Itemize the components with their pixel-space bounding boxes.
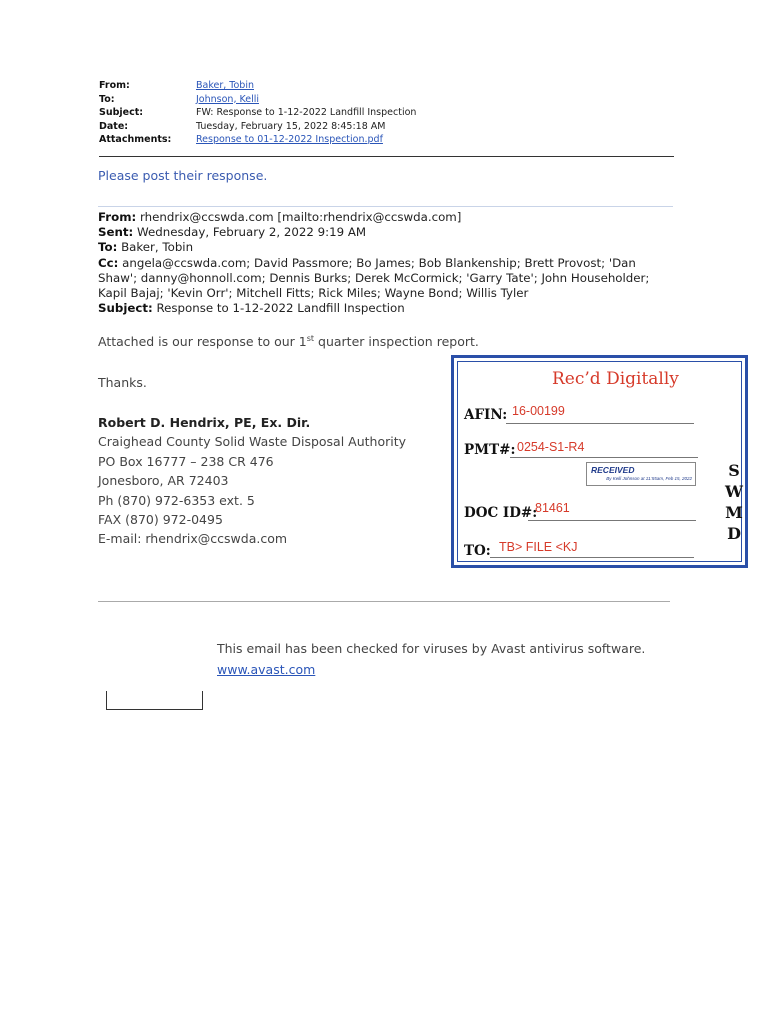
attachments-label: Attachments: xyxy=(99,134,172,145)
swmd-letter: D xyxy=(727,524,741,543)
header-from-row xyxy=(99,79,416,93)
header-subject-row xyxy=(99,106,416,120)
received-stamp xyxy=(451,355,748,568)
pmt-underline xyxy=(510,457,698,458)
from-label: From: xyxy=(99,80,130,91)
orig-subject-value: Response to 1-12-2022 Landfill Inspection xyxy=(156,301,405,316)
orig-subject-row xyxy=(98,301,678,316)
orig-to-row xyxy=(98,240,678,255)
docid-label: DOC ID#: xyxy=(464,505,538,521)
orig-from-label: From: xyxy=(98,210,137,224)
pmt-label: PMT#: xyxy=(464,442,516,458)
email-header xyxy=(99,79,416,147)
orig-sent-value: Wednesday, February 2, 2022 9:19 AM xyxy=(137,225,367,240)
to-link[interactable]: Johnson, Kelli xyxy=(196,93,259,105)
forward-divider xyxy=(98,206,673,207)
empty-box xyxy=(106,691,203,710)
signature-fax: FAX (870) 972-0495 xyxy=(98,512,223,528)
header-date-row xyxy=(99,120,416,134)
header-attachments-row xyxy=(99,133,416,147)
received-badge xyxy=(586,462,696,486)
thanks-text: Thanks. xyxy=(98,375,147,390)
forward-note: Please post their response. xyxy=(98,168,268,183)
stamp-inner-border xyxy=(457,361,742,562)
afin-value: 16-00199 xyxy=(512,404,565,418)
to-stamp-underline xyxy=(490,557,694,558)
signature-address1: PO Box 16777 – 238 CR 476 xyxy=(98,453,274,469)
attached-pre: Attached is our response to our 1 xyxy=(98,334,307,350)
to-stamp-label: TO: xyxy=(464,543,491,559)
avast-notice: This email has been checked for viruses by Avast antivirus software. xyxy=(217,641,646,656)
afin-label: AFIN: xyxy=(464,407,508,423)
date-value: Tuesday, February 15, 2022 8:45:18 AM xyxy=(196,120,386,132)
orig-to-value: Baker, Tobin xyxy=(121,240,194,255)
orig-sent-row xyxy=(98,225,678,240)
attached-sentence xyxy=(98,334,479,349)
subject-label: Subject: xyxy=(99,107,144,118)
footer-divider xyxy=(98,601,670,602)
swmd-letter: S xyxy=(728,461,740,480)
docid-value: 81461 xyxy=(535,501,570,515)
received-label: RECEIVED xyxy=(591,465,635,475)
signature-name: Robert D. Hendrix, PE, Ex. Dir. xyxy=(98,415,311,430)
signature-org: Craighead County Solid Waste Disposal Authority xyxy=(98,434,407,450)
to-stamp-value: TB> FILE <KJ xyxy=(499,540,578,554)
orig-sent-label: Sent: xyxy=(98,225,134,240)
swmd-letter: W xyxy=(725,482,743,501)
pmt-value: 0254-S1-R4 xyxy=(517,440,585,454)
signature-email: E-mail: rhendrix@ccswda.com xyxy=(98,531,288,547)
attached-sup: st xyxy=(306,334,315,343)
original-message-header xyxy=(98,210,678,316)
orig-from-row xyxy=(98,210,678,225)
signature-address2: Jonesboro, AR 72403 xyxy=(98,473,229,489)
orig-subject-label: Subject: xyxy=(98,301,153,316)
orig-cc-row xyxy=(98,256,678,302)
docid-underline xyxy=(528,520,696,521)
attachment-link[interactable]: Response to 01-12-2022 Inspection.pdf xyxy=(196,134,383,145)
signature-phone: Ph (870) 972-6353 ext. 5 xyxy=(98,492,255,508)
to-label: To: xyxy=(99,93,115,105)
subject-value: FW: Response to 1-12-2022 Landfill Inspection xyxy=(196,107,417,118)
avast-link[interactable]: www.avast.com xyxy=(217,662,316,677)
orig-from-value: rhendrix@ccswda.com [mailto:rhendrix@ccswda.com] xyxy=(140,210,462,224)
header-divider xyxy=(99,156,674,157)
received-sub: By Kelli Johnson at 11:55am, Feb 15, 2022 xyxy=(606,476,692,481)
attached-post: quarter inspection report. xyxy=(314,334,479,350)
signature-block xyxy=(98,413,406,549)
from-link[interactable]: Baker, Tobin xyxy=(196,80,254,91)
swmd-letters xyxy=(724,460,744,544)
orig-cc-value: angela@ccswda.com; David Passmore; Bo James; Bob Blankenship; Brett Provost; 'Dan Shaw'; danny@honnoll.com; Dennis Burks; Derek McCormick; 'Garry Tate'; John Householder; Kapil Bajaj; 'Kevin Orr'; Mitchell Fitts; Rick Miles; Wayne Bond; Willis Tyler xyxy=(98,255,650,301)
orig-to-label: To: xyxy=(98,240,118,255)
swmd-letter: M xyxy=(725,503,743,522)
orig-cc-label: Cc: xyxy=(98,255,119,270)
header-to-row xyxy=(99,93,416,107)
stamp-title: Rec’d Digitally xyxy=(552,369,679,389)
date-label: Date: xyxy=(99,120,129,132)
afin-underline xyxy=(506,423,694,424)
